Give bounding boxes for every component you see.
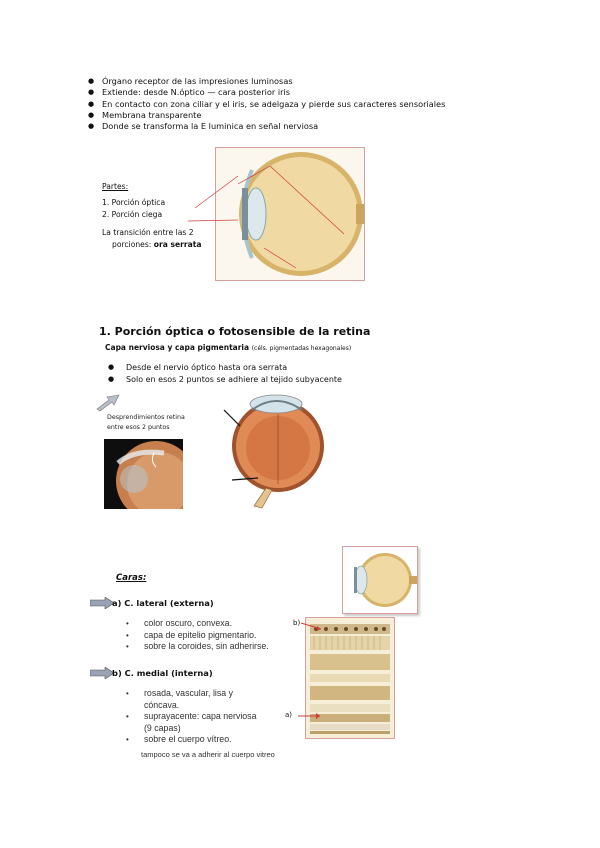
desprendimiento-note: Desprendimientos retina entre esos 2 puntos: [107, 414, 185, 431]
label-b: b): [293, 619, 301, 627]
lateral-face-list: [126, 618, 269, 653]
medial-face-heading: b) C. medial (interna): [112, 668, 213, 678]
bullet-item: ● Extiende: desde N.óptico — cara posterior iris: [88, 87, 291, 98]
section-subtitle: Capa nerviosa y capa pigmentaria (céls. pigmentadas hexagonales): [105, 343, 352, 352]
bullet-item: ● Membrana transparente: [88, 109, 202, 120]
label-a: a): [285, 711, 293, 719]
list-item: • rosada, vascular, lisa y: [126, 688, 233, 698]
medial-face-list: [126, 688, 256, 746]
partes-title: Partes:: [102, 182, 129, 191]
bullet-item: ● Desde el nervio óptico hasta ora serrata: [108, 363, 288, 372]
bullet-item: ● Solo en esos 2 puntos se adhiere al tejido subyacente: [108, 374, 342, 384]
transition-text-2: porciones: ora serrata: [112, 240, 202, 249]
section-bullet-list: [108, 362, 342, 385]
retina-photo: [104, 439, 183, 509]
block-arrow-icon: [90, 597, 114, 609]
intro-bullet-list: [88, 76, 445, 132]
list-item: • capa de epitelio pigmentario.: [126, 629, 257, 640]
block-arrow-icon: [90, 667, 114, 679]
caras-title: Caras:: [116, 573, 147, 583]
list-item: • suprayacente: capa nerviosa: [126, 711, 257, 722]
list-item: cóncava.: [144, 699, 180, 710]
partes-block: [102, 181, 202, 251]
lateral-face-heading: a) C. lateral (externa): [112, 598, 214, 608]
section-title: 1. Porción óptica o fotosensible de la retina: [99, 325, 371, 338]
handwritten-note: tampoco se va a adherir al cuerpo vitreo: [141, 750, 275, 759]
subtitle-note: (céls. pigmentadas hexagonales): [251, 345, 352, 352]
histology-pointer-arrows: [296, 620, 326, 720]
partes-item-1: 1. Porción óptica: [102, 198, 166, 207]
eye-thumbnail-figure: [342, 546, 418, 614]
eyeball-illustration: [218, 388, 336, 510]
bullet-item: ● Donde se transforma la E luminica en señal nerviosa: [88, 121, 319, 132]
ora-serrata-term: ora serrata: [153, 240, 202, 249]
list-item: • sobre la coroides, sin adherirse.: [126, 641, 269, 652]
bullet-item: ● En contacto con zona ciliar y el iris, se adelgaza y pierde sus caracteres sensoriales: [88, 98, 446, 109]
pointer-arrow-icon: [95, 394, 121, 412]
partes-item-2: 2. Porción ciega: [102, 210, 163, 219]
list-item: • color oscuro, convexa.: [126, 618, 233, 628]
list-item: (9 capas): [144, 722, 181, 733]
list-item: • sobre el cuerpo vítreo.: [126, 734, 232, 745]
bullet-item: ● Órgano receptor de las impresiones luminosas: [88, 76, 293, 86]
transition-text: La transición entre las 2: [102, 228, 194, 237]
